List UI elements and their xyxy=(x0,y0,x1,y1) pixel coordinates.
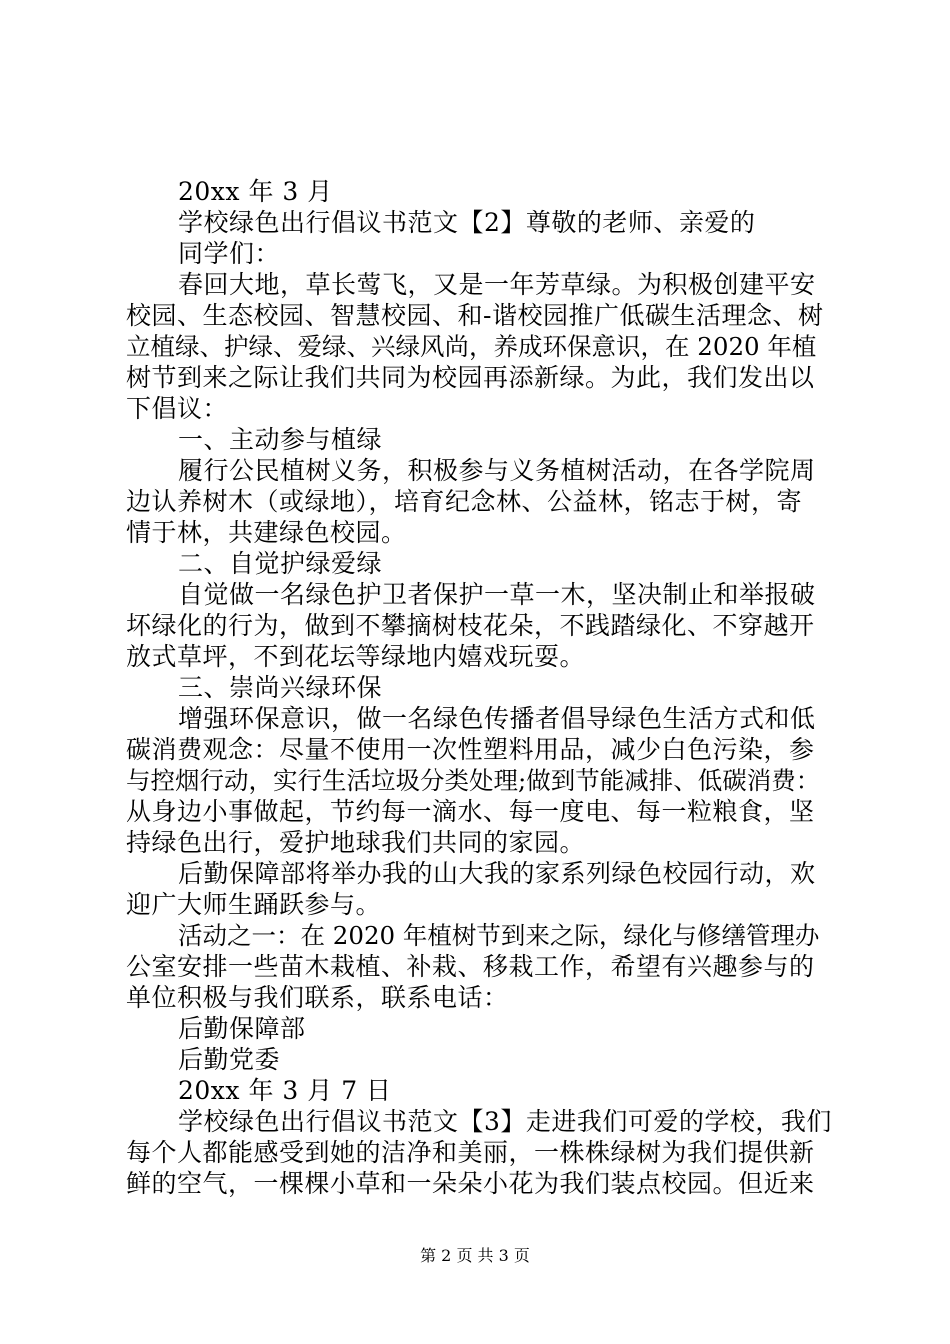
text-line: 二、自觉护绿爱绿 xyxy=(178,549,383,578)
text-line: 边认养树木（或绿地），培育纪念林、公益林，铭志于树，寄 xyxy=(126,487,803,516)
page-footer: 第 2 页 共 3 页 xyxy=(420,1246,530,1265)
document-body xyxy=(126,176,836,1199)
text-line: 20xx 年 3 月 xyxy=(178,177,333,206)
text-line: 后勤保障部 xyxy=(178,1014,306,1043)
text-line: 立植绿、护绿、爱绿、兴绿风尚，养成环保意识，在 2020 年植 xyxy=(126,332,817,361)
text-line: 学校绿色出行倡议书范文【2】尊敬的老师、亲爱的 xyxy=(178,208,756,237)
text-line: 情于林，共建绿色校园。 xyxy=(126,518,407,547)
text-line: 一、主动参与植绿 xyxy=(178,425,383,454)
text-line: 春回大地，草长莺飞，又是一年芳草绿。为积极创建平安 xyxy=(178,270,816,299)
text-line: 后勤保障部将举办我的山大我的家系列绿色校园行动，欢 xyxy=(178,859,816,888)
text-line: 树节到来之际让我们共同为校园再添新绿。为此，我们发出以 xyxy=(126,363,815,392)
text-line: 学校绿色出行倡议书范文【3】走进我们可爱的学校，我们 xyxy=(178,1107,832,1136)
text-line: 坏绿化的行为，做到不攀摘树枝花朵，不践踏绿化、不穿越开 xyxy=(126,611,815,640)
text-line: 从身边小事做起，节约每一滴水、每一度电、每一粒粮食，坚 xyxy=(126,797,815,826)
text-line: 增强环保意识，做一名绿色传播者倡导绿色生活方式和低 xyxy=(178,704,816,733)
text-line: 活动之一：在 2020 年植树节到来之际，绿化与修缮管理办 xyxy=(178,921,820,950)
text-line: 碳消费观念：尽量不使用一次性塑料用品，减少白色污染，参 xyxy=(126,735,815,764)
text-line: 持绿色出行，爱护地球我们共同的家园。 xyxy=(126,828,586,857)
text-line: 履行公民植树义务，积极参与义务植树活动，在各学院周 xyxy=(178,456,816,485)
text-line: 每个人都能感受到她的洁净和美丽，一株株绿树为我们提供新 xyxy=(126,1138,815,1167)
text-line: 同学们： xyxy=(178,239,281,268)
text-line: 放式草坪，不到花坛等绿地内嬉戏玩耍。 xyxy=(126,642,586,671)
text-line: 校园、生态校园、智慧校园、和-谐校园推广低碳生活理念、树 xyxy=(126,301,824,330)
text-line: 下倡议： xyxy=(126,394,229,423)
text-line: 后勤党委 xyxy=(178,1045,281,1074)
text-line: 公室安排一些苗木栽植、补栽、移栽工作，希望有兴趣参与的 xyxy=(126,952,815,981)
text-line: 与控烟行动，实行生活垃圾分类处理;做到节能减排、低碳消费： xyxy=(126,766,821,795)
text-line: 鲜的空气，一棵棵小草和一朵朵小花为我们装点校园。但近来 xyxy=(126,1169,815,1198)
text-line: 单位积极与我们联系，联系电话： xyxy=(126,983,509,1012)
text-line: 迎广大师生踊跃参与。 xyxy=(126,890,382,919)
text-line: 自觉做一名绿色护卫者保护一草一木，坚决制止和举报破 xyxy=(178,580,816,609)
text-line: 20xx 年 3 月 7 日 xyxy=(178,1076,392,1105)
text-line: 三、崇尚兴绿环保 xyxy=(178,673,383,702)
